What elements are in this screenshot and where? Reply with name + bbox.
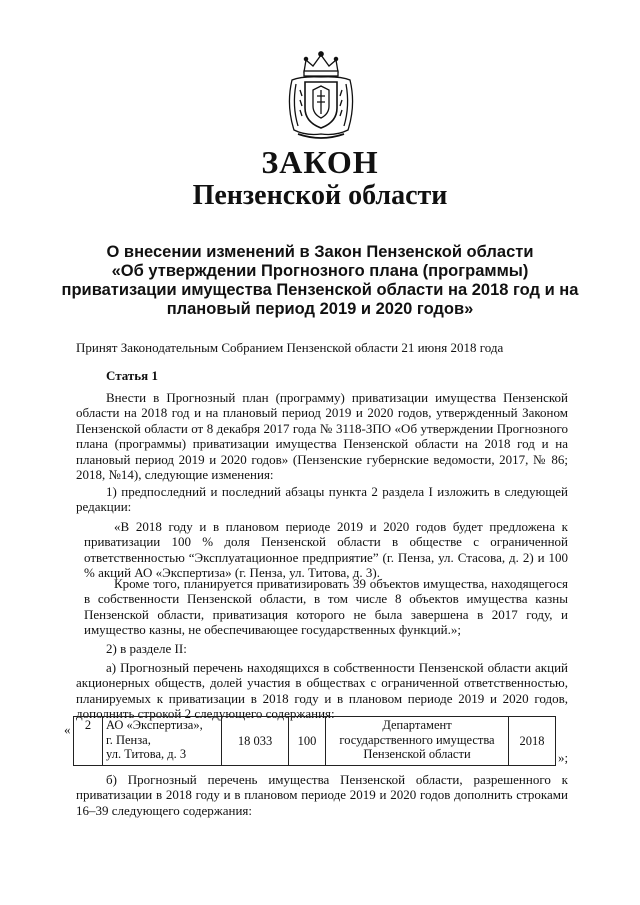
table-open-quote: « bbox=[64, 722, 71, 737]
paragraph-quote-2: Кроме того, планируется приватизировать 39 объектов имущества, находящегося в собственности Пензенской области, в том числе 8 объектов имущества казны Пензенской области, приватизация которого не была завершена в 2017 году, и имущество казны, не обеспечивающее государственных функций.»; bbox=[84, 576, 568, 638]
table-row bbox=[74, 717, 556, 766]
paragraph-intro: Внести в Прогнозный план (программу) приватизации имущества Пензенской области на 2018 год и на плановый период 2019 и 2020 годов, утвержденный Законом Пензенской области от 8 декабря 2017 года № 3118-ЗПО «Об утверждении Прогнозного плана (программы) приватизации имущества Пензенской области на 2018 год и на плановый период 2019 и 2020 годов» (Пензенские губернские ведомости, 2017, № 86; 2018, №14), следующие изменения: bbox=[76, 390, 568, 483]
cell-percent: 100 bbox=[289, 717, 326, 766]
subtitle-line: плановый период 2019 и 2020 годов» bbox=[166, 300, 474, 318]
department-line: государственного имущества bbox=[339, 732, 495, 747]
law-heading: ЗАКОН bbox=[261, 144, 379, 180]
subtitle-line: приватизации имущества Пензенской области на 2018 год и на bbox=[61, 281, 579, 299]
paragraph-item-2a: а) Прогнозный перечень находящихся в собственности Пензенской области акций акционерных обществ, долей участия в обществах с ограниченной ответственностью, планируемых к приватизации в 2018 году и в плановом периоде 2019 и 2020 годов, дополнить строкой 2 следующего содержания: bbox=[76, 660, 568, 722]
paragraph-item-1: 1) предпоследний и последний абзацы пункта 2 раздела I изложить в следующей редакции: bbox=[76, 484, 568, 515]
insert-table bbox=[73, 716, 556, 766]
cell-number: 2 bbox=[74, 717, 103, 766]
paragraph-item-2: 2) в разделе II: bbox=[106, 641, 187, 656]
subtitle-line: «Об утверждении Прогнозного плана (программы) bbox=[111, 262, 529, 280]
company-line: ул. Титова, д. 3 bbox=[106, 747, 187, 761]
cell-company bbox=[103, 717, 222, 766]
paragraph-item-2b: б) Прогнозный перечень имущества Пензенской области, разрешенного к приватизации в 2018 году и в плановом периоде 2019 и 2020 годов дополнить строками 16–39 следующего содержания: bbox=[76, 772, 568, 818]
law-region: Пензенской области bbox=[192, 180, 448, 211]
company-line: г. Пенза, bbox=[106, 732, 151, 747]
law-subtitle bbox=[40, 243, 600, 319]
cell-year: 2018 bbox=[509, 717, 556, 766]
cell-value: 18 033 bbox=[222, 717, 289, 766]
adoption-note: Принят Законодательным Собранием Пензенской области 21 июня 2018 года bbox=[76, 340, 504, 355]
department-line: Пензенской области bbox=[363, 747, 471, 761]
table-close-quote: »; bbox=[558, 750, 569, 765]
subtitle-line: О внесении изменений в Закон Пензенской области bbox=[106, 243, 534, 261]
coat-of-arms-icon bbox=[282, 50, 360, 142]
cell-department bbox=[326, 717, 509, 766]
paragraph-quote-1: «В 2018 году и в плановом периоде 2019 и 2020 годов будет предложена к приватизации 100 % доля Пензенской области в обществе с ограниченной ответственностью “Эксплуатационное предприятие” (г. Пенза, ул. Стасова, д. 2) и 100 % акций АО «Экспертиза» (г. Пенза, ул. Титова, д. 3). bbox=[84, 519, 568, 581]
department-line: Департамент bbox=[382, 718, 452, 732]
company-line: АО «Экспертиза», bbox=[106, 718, 203, 732]
article-heading: Статья 1 bbox=[106, 368, 158, 383]
